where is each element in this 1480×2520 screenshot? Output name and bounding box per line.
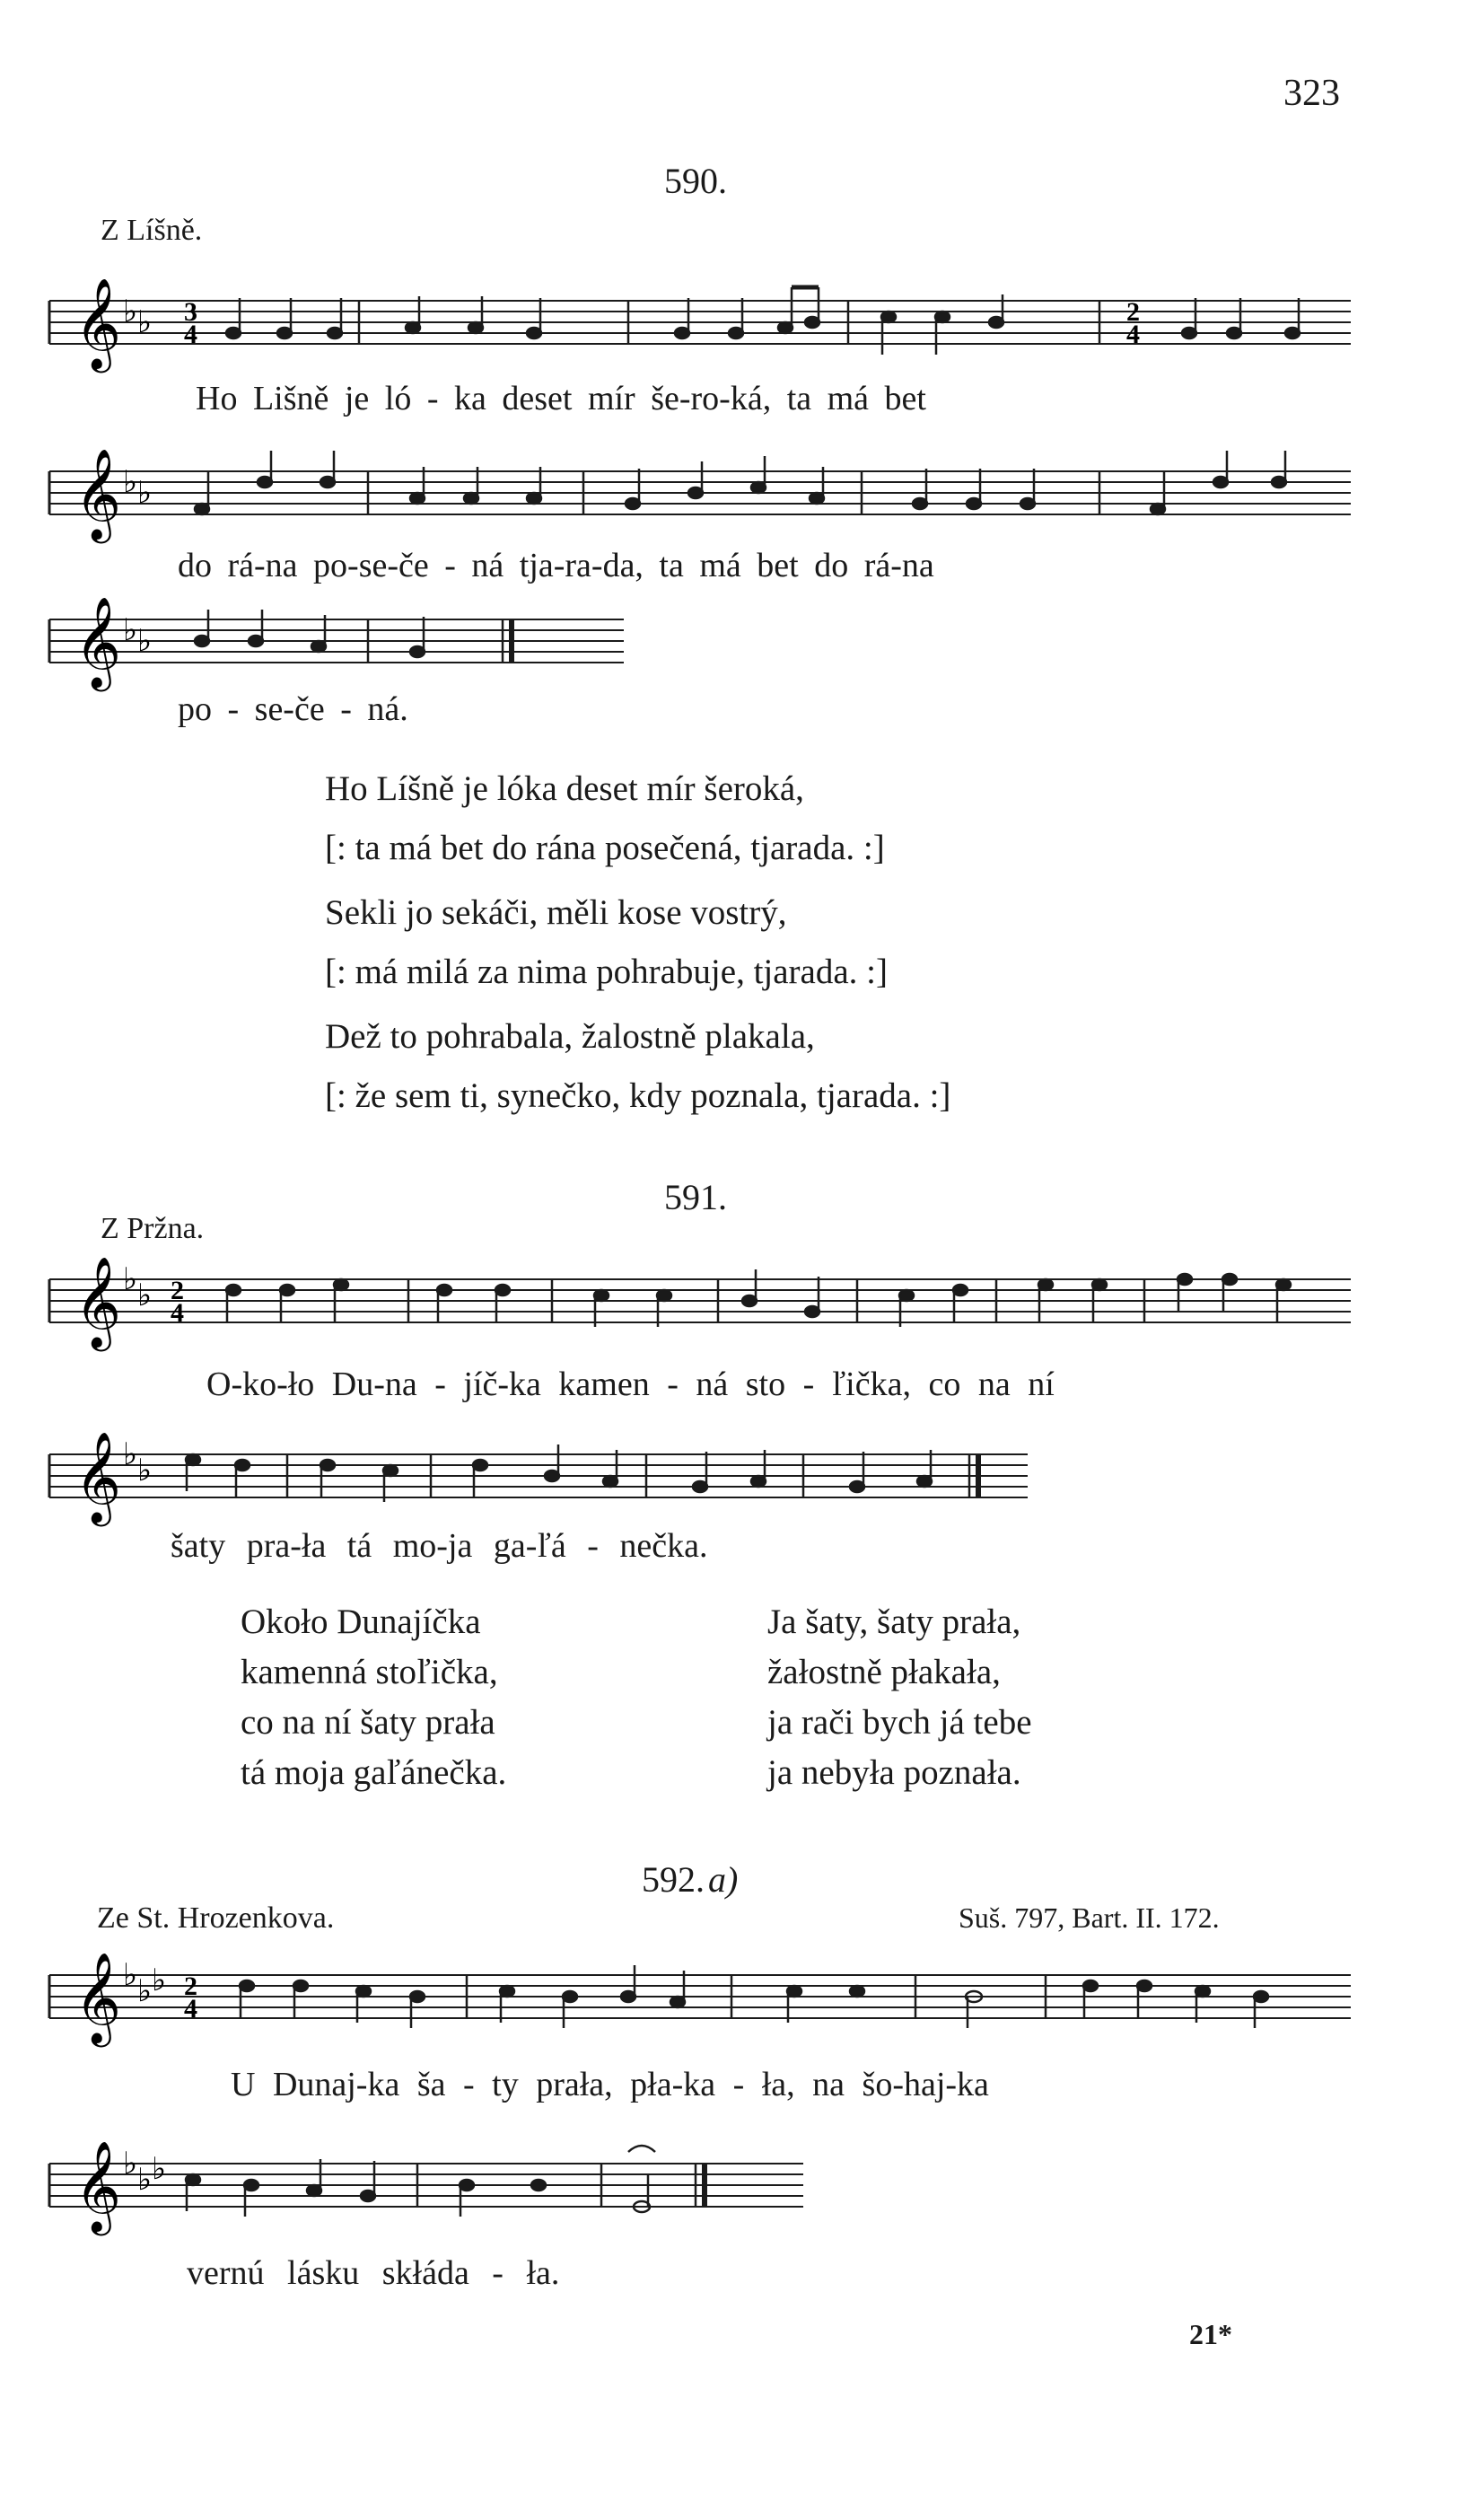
flat-sign-icon: ♭: [123, 1957, 138, 1993]
verse-line: tá moja gaľánečka.: [241, 1753, 507, 1792]
flat-sign-icon: ♭: [137, 475, 153, 511]
time-signature: 4: [1126, 320, 1140, 349]
flat-sign-icon: ♭: [123, 1436, 138, 1472]
song-number-suffix: a): [708, 1859, 739, 1900]
flat-sign-icon: ♭: [123, 2146, 138, 2182]
verse-line: kamenná stoľička,: [241, 1653, 498, 1691]
source-reference: Suš. 797, Bart. II. 172.: [959, 1901, 1220, 1934]
song-number-value: 592.: [642, 1859, 705, 1900]
flat-sign-icon: ♭: [137, 304, 153, 340]
lyrics-line: po - se-če - ná.: [178, 690, 408, 728]
song-number: [642, 1858, 738, 1901]
flat-sign-icon: ♭: [123, 612, 138, 648]
lyrics-line: vernú lásku skłáda - ła.: [187, 2254, 560, 2292]
lyrics-line: do rá-na po-se-če - ná tja-ra-da, ta má bet do rá-na: [178, 547, 934, 584]
music-staff: [49, 1953, 1351, 2042]
time-signature: 4: [171, 1298, 184, 1328]
flat-sign-icon: ♭: [137, 623, 153, 659]
lyrics-line: O-ko-ło Du-na - jíč-ka kamen - ná sto - ľička, co na ní: [206, 1365, 1055, 1403]
flat-sign-icon: ♭: [123, 294, 138, 329]
flat-sign-icon: ♭: [123, 1261, 138, 1297]
time-signature: 2: [1126, 297, 1140, 327]
treble-clef-icon: 𝄞: [74, 595, 122, 688]
flat-sign-icon: ♭: [152, 2151, 167, 2187]
treble-clef-icon: 𝄞: [74, 1951, 122, 2043]
song-number: 591.: [664, 1177, 727, 1217]
flat-sign-icon: ♭: [123, 464, 138, 500]
time-signature: 4: [184, 1994, 197, 2024]
treble-clef-icon: 𝄞: [74, 1430, 122, 1523]
song-origin: Z Pržna.: [101, 1212, 205, 1245]
music-staff: [49, 1432, 1028, 1522]
music-staff: [49, 1257, 1351, 1347]
footer-signature: 21*: [1189, 2318, 1232, 2350]
time-signature: 4: [184, 320, 197, 349]
lyrics-line: U Dunaj-ka ša - ty prała, pła-ka - ła, na šo-haj-ka: [231, 2066, 989, 2103]
flat-sign-icon: ♭: [137, 1973, 153, 2009]
treble-clef-icon: 𝄞: [74, 447, 122, 540]
time-signature: 3: [184, 297, 197, 327]
verse-line: Ho Líšně je lóka deset mír šeroká,: [325, 769, 804, 808]
verse-line: Sekli jo sekáči, měli kose vostrý,: [325, 893, 787, 932]
music-staff: [49, 2141, 803, 2231]
verse-line: žałostně płakała,: [767, 1653, 1001, 1691]
verse-line: [: ta má bet do rána posečená, tjarada. :]: [325, 829, 885, 867]
flat-sign-icon: ♭: [137, 1278, 153, 1313]
flat-sign-icon: ♭: [137, 1453, 153, 1488]
song-number: 590.: [664, 161, 727, 201]
song-origin: Ze St. Hrozenkova.: [97, 1901, 335, 1935]
page-number: 323: [1283, 73, 1340, 114]
time-signature: 2: [171, 1276, 184, 1305]
flat-sign-icon: ♭: [137, 2162, 153, 2198]
verse-line: ja nebyła poznała.: [767, 1753, 1021, 1792]
verse-line: Dež to pohrabala, žalostně plakala,: [325, 1017, 815, 1056]
treble-clef-icon: 𝄞: [74, 1255, 122, 1348]
time-signature: 2: [184, 1971, 197, 2001]
verse-line: Ja šaty, šaty prała,: [767, 1602, 1021, 1641]
treble-clef-icon: 𝄞: [74, 2139, 122, 2232]
music-staff: [49, 449, 1351, 539]
lyrics-line: Ho Lišně je ló - ka deset mír še-ro-ká, ta má bet: [196, 380, 926, 417]
music-staff: [49, 278, 1351, 368]
flat-sign-icon: ♭: [152, 1962, 167, 1998]
treble-clef-icon: 𝄞: [74, 277, 122, 369]
verse-line: [: má milá za nima pohrabuje, tjarada. :]: [325, 953, 888, 991]
music-staff: [49, 597, 624, 687]
song-origin: Z Líšně.: [101, 214, 203, 247]
verse-line: [: že sem ti, synečko, kdy poznala, tjarada. :]: [325, 1076, 951, 1115]
lyrics-line: šaty pra-ła tá mo-ja ga-ľá - nečka.: [171, 1527, 708, 1565]
verse-line: ja rači bych já tebe: [767, 1703, 1032, 1742]
verse-line: Około Dunajíčka: [241, 1602, 481, 1641]
verse-line: co na ní šaty prała: [241, 1703, 495, 1742]
